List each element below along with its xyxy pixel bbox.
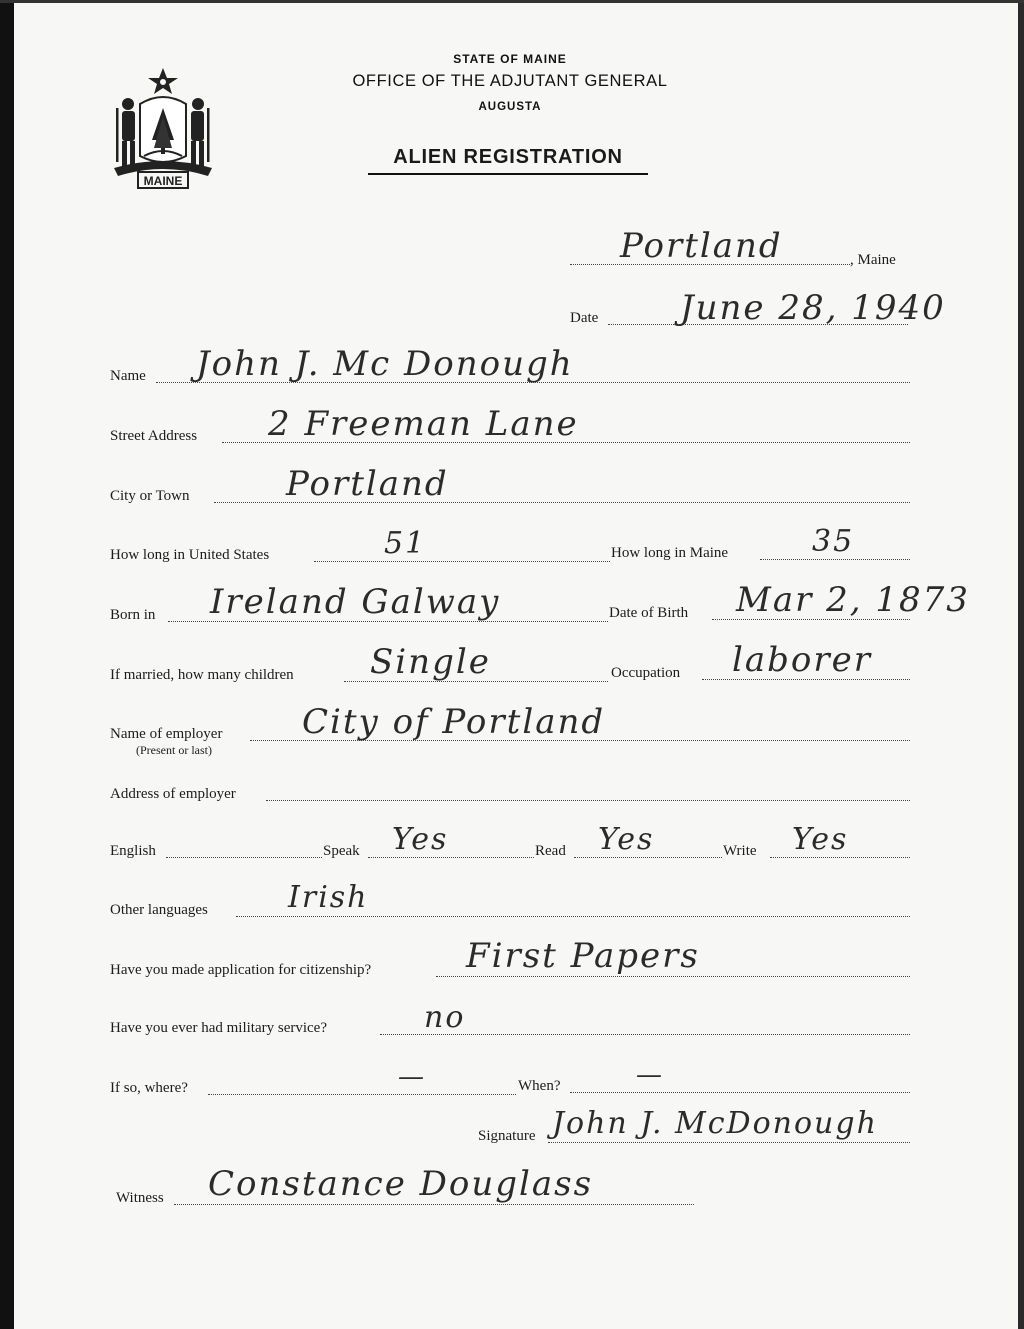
when-value: — — [636, 1060, 664, 1090]
employer-address-dotted-line — [266, 800, 910, 801]
children-value: Single — [370, 642, 491, 682]
witness-dotted-line — [174, 1204, 694, 1205]
where-label: If so, where? — [110, 1080, 188, 1096]
witness-value: Constance Douglass — [208, 1164, 594, 1204]
header-state: STATE OF MAINE — [453, 52, 567, 66]
title-underline — [368, 173, 648, 175]
citizenship-dotted-line — [436, 976, 910, 977]
speak-dotted-line — [368, 857, 534, 858]
employer-address-label: Address of employer — [110, 786, 236, 802]
witness-label: Witness — [116, 1190, 164, 1206]
date-value: June 28, 1940 — [680, 288, 946, 328]
scan-border-left — [0, 0, 14, 1329]
occupation-value: laborer — [732, 640, 873, 680]
employer-label: Name of employer — [110, 726, 223, 742]
header-office: OFFICE OF THE ADJUTANT GENERAL — [352, 72, 668, 90]
speak-label: Speak — [323, 843, 360, 859]
street-value: 2 Freeman Lane — [268, 404, 579, 444]
where-value: — — [398, 1062, 426, 1092]
signature-dotted-line — [548, 1142, 910, 1143]
date-label: Date — [570, 310, 599, 326]
seal-banner-text: MAINE — [143, 174, 183, 188]
scan-border-top — [0, 0, 1024, 3]
employer-sublabel: (Present or last) — [136, 743, 212, 757]
employer-value: City of Portland — [302, 702, 606, 742]
how-long-maine-label: How long in Maine — [611, 545, 729, 561]
read-dotted-line — [574, 857, 722, 858]
write-dotted-line — [770, 857, 910, 858]
citizenship-value: First Papers — [466, 936, 700, 976]
signature-label: Signature — [478, 1128, 536, 1144]
name-value: John J. Mc Donough — [196, 344, 574, 384]
write-value: Yes — [792, 822, 849, 857]
english-dotted-line — [166, 857, 322, 858]
signature-value: John J. McDonough — [552, 1106, 878, 1141]
citizenship-label: Have you made application for citizenship? — [110, 962, 372, 978]
how-long-maine-value: 35 — [812, 524, 855, 559]
read-value: Yes — [598, 822, 655, 857]
write-label: Write — [723, 843, 757, 859]
town-value: Portland — [620, 226, 783, 266]
how-long-maine-dotted-line — [760, 559, 910, 560]
city-value: Portland — [286, 464, 449, 504]
how-long-us-value: 51 — [384, 526, 427, 561]
how-long-us-dotted-line — [314, 561, 610, 562]
other-languages-dotted-line — [236, 916, 910, 917]
street-label: Street Address — [110, 428, 198, 444]
name-label: Name — [110, 368, 146, 384]
english-label: English — [110, 843, 156, 859]
city-label: City or Town — [110, 488, 190, 504]
when-label: When? — [518, 1078, 561, 1094]
maine-state-seal-icon — [108, 64, 218, 192]
military-value: no — [424, 1000, 466, 1035]
scan-border-right — [1018, 0, 1024, 1329]
married-children-label: If married, how many children — [110, 667, 294, 683]
where-dotted-line — [208, 1094, 516, 1095]
header-city: AUGUSTA — [478, 101, 542, 113]
when-dotted-line — [570, 1092, 910, 1093]
occupation-label: Occupation — [611, 665, 681, 681]
dob-label: Date of Birth — [609, 605, 689, 621]
how-long-us-label: How long in United States — [110, 547, 270, 563]
born-in-value: Ireland Galway — [210, 582, 501, 622]
dob-value: Mar 2, 1873 — [736, 580, 970, 620]
other-languages-value: Irish — [288, 880, 369, 915]
speak-value: Yes — [392, 822, 449, 857]
read-label: Read — [535, 843, 566, 859]
form-title: ALIEN REGISTRATION — [393, 146, 623, 168]
other-languages-label: Other languages — [110, 902, 208, 918]
military-label: Have you ever had military service? — [110, 1020, 327, 1036]
maine-label: , Maine — [850, 252, 896, 268]
born-in-label: Born in — [110, 607, 156, 623]
